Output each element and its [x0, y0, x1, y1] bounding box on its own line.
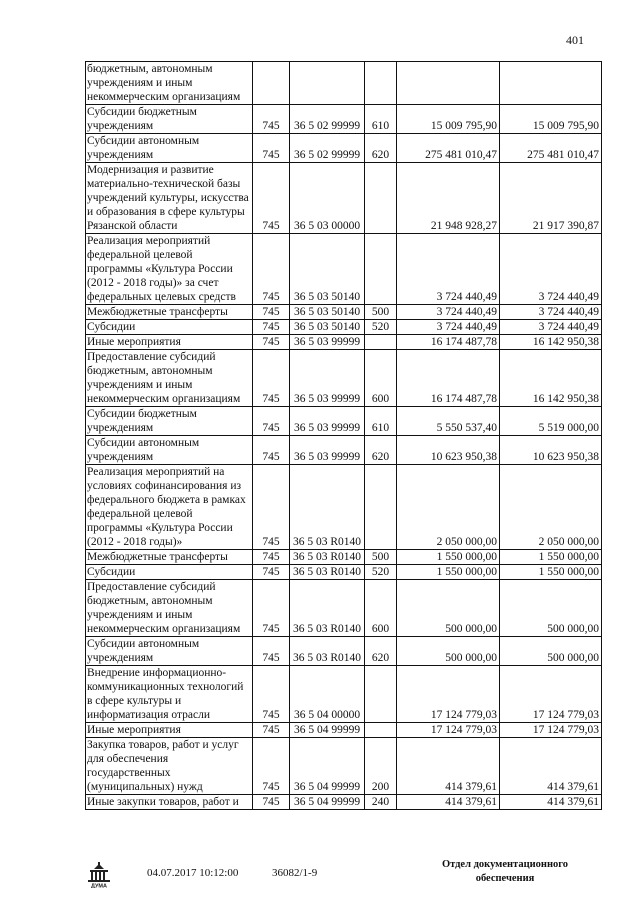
- cell-sum-2: 275 481 010,47: [500, 134, 602, 163]
- cell-target-article: 36 5 03 50140: [290, 234, 365, 305]
- cell-sum-2: 5 519 000,00: [500, 407, 602, 436]
- cell-sum-1: 414 379,61: [397, 738, 500, 795]
- cell-sum-1: 10 623 950,38: [397, 436, 500, 465]
- cell-target-article: 36 5 04 99999: [290, 738, 365, 795]
- cell-target-article: 36 5 03 R0140: [290, 580, 365, 637]
- cell-ministry: 745: [253, 407, 290, 436]
- cell-name: Модернизация и развитие материально-технической базы учреждений культуры, искусства и образования в сфере культуры Рязанской области: [86, 163, 253, 234]
- cell-ministry: 745: [253, 335, 290, 350]
- cell-name: Межбюджетные трансферты: [86, 550, 253, 565]
- cell-ministry: 745: [253, 565, 290, 580]
- cell-sum-1: 21 948 928,27: [397, 163, 500, 234]
- cell-expense-type: 520: [365, 320, 397, 335]
- cell-sum-2: 500 000,00: [500, 580, 602, 637]
- cell-expense-type: 610: [365, 105, 397, 134]
- cell-ministry: 745: [253, 320, 290, 335]
- cell-ministry: 745: [253, 134, 290, 163]
- cell-ministry: 745: [253, 723, 290, 738]
- cell-target-article: [290, 62, 365, 105]
- cell-target-article: 36 5 04 00000: [290, 666, 365, 723]
- table-row: [86, 234, 602, 305]
- cell-name: Субсидии автономным учреждениям: [86, 637, 253, 666]
- cell-expense-type: 200: [365, 738, 397, 795]
- cell-expense-type: 520: [365, 565, 397, 580]
- cell-expense-type: 610: [365, 407, 397, 436]
- cell-sum-2: 500 000,00: [500, 637, 602, 666]
- cell-target-article: 36 5 03 50140: [290, 320, 365, 335]
- cell-sum-2: 17 124 779,03: [500, 723, 602, 738]
- cell-name: Закупка товаров, работ и услуг для обеспечения государственных (муниципальных) нужд: [86, 738, 253, 795]
- table-row: [86, 795, 602, 810]
- cell-sum-1: 500 000,00: [397, 580, 500, 637]
- cell-sum-2: 1 550 000,00: [500, 565, 602, 580]
- cell-expense-type: 500: [365, 550, 397, 565]
- table-row: [86, 666, 602, 723]
- cell-target-article: 36 5 03 R0140: [290, 550, 365, 565]
- cell-target-article: 36 5 03 99999: [290, 335, 365, 350]
- cell-sum-1: 3 724 440,49: [397, 234, 500, 305]
- cell-sum-2: 414 379,61: [500, 795, 602, 810]
- table-row: [86, 335, 602, 350]
- table-row: [86, 350, 602, 407]
- cell-sum-1: 17 124 779,03: [397, 723, 500, 738]
- cell-ministry: 745: [253, 738, 290, 795]
- table-row: [86, 407, 602, 436]
- cell-expense-type: 620: [365, 436, 397, 465]
- cell-target-article: 36 5 03 00000: [290, 163, 365, 234]
- cell-ministry: 745: [253, 666, 290, 723]
- cell-name: Субсидии автономным учреждениям: [86, 436, 253, 465]
- cell-sum-1: 275 481 010,47: [397, 134, 500, 163]
- footer-doc-number: 36082/1-9: [272, 867, 318, 879]
- cell-sum-1: 17 124 779,03: [397, 666, 500, 723]
- table-row: [86, 163, 602, 234]
- table-row: [86, 723, 602, 738]
- cell-name: Иные закупки товаров, работ и: [86, 795, 253, 810]
- cell-expense-type: [365, 723, 397, 738]
- cell-sum-2: 414 379,61: [500, 738, 602, 795]
- cell-target-article: 36 5 03 50140: [290, 305, 365, 320]
- cell-ministry: 745: [253, 234, 290, 305]
- cell-target-article: 36 5 02 99999: [290, 105, 365, 134]
- cell-expense-type: [365, 62, 397, 105]
- cell-name: Субсидии бюджетным учреждениям: [86, 105, 253, 134]
- cell-ministry: 745: [253, 163, 290, 234]
- cell-name: Субсидии: [86, 320, 253, 335]
- cell-sum-1: 2 050 000,00: [397, 465, 500, 550]
- cell-sum-2: 15 009 795,90: [500, 105, 602, 134]
- cell-name: Предоставление субсидий бюджетным, автономным учреждениям и иным некоммерческим организациям: [86, 580, 253, 637]
- cell-name: бюджетным, автономным учреждениям и иным некоммерческим организациям: [86, 62, 253, 105]
- cell-expense-type: [365, 666, 397, 723]
- cell-sum-1: 15 009 795,90: [397, 105, 500, 134]
- table-row: [86, 465, 602, 550]
- cell-name: Субсидии автономным учреждениям: [86, 134, 253, 163]
- footer-department: Отдел документационного обеспечения: [441, 859, 569, 884]
- cell-sum-1: 414 379,61: [397, 795, 500, 810]
- cell-name: Реализация мероприятий на условиях софинансирования из федерального бюджета в рамках федеральной целевой программы «Культура России (2012 - 2018 годы)»: [86, 465, 253, 550]
- cell-name: Предоставление субсидий бюджетным, автономным учреждениям и иным некоммерческим организациям: [86, 350, 253, 407]
- cell-ministry: 745: [253, 637, 290, 666]
- cell-sum-2: 10 623 950,38: [500, 436, 602, 465]
- page-number: 401: [566, 33, 584, 47]
- cell-sum-2: 2 050 000,00: [500, 465, 602, 550]
- cell-sum-2: 16 142 950,38: [500, 335, 602, 350]
- cell-sum-1: 3 724 440,49: [397, 320, 500, 335]
- cell-name: Межбюджетные трансферты: [86, 305, 253, 320]
- table-row: [86, 550, 602, 565]
- cell-sum-2: 16 142 950,38: [500, 350, 602, 407]
- budget-table: [85, 61, 602, 810]
- page-footer: [0, 852, 640, 892]
- cell-target-article: 36 5 03 R0140: [290, 465, 365, 550]
- cell-sum-2: 1 550 000,00: [500, 550, 602, 565]
- cell-expense-type: [365, 335, 397, 350]
- cell-sum-1: 5 550 537,40: [397, 407, 500, 436]
- budget-table-body: [86, 62, 602, 810]
- cell-target-article: 36 5 03 R0140: [290, 565, 365, 580]
- cell-name: Иные мероприятия: [86, 335, 253, 350]
- cell-expense-type: [365, 163, 397, 234]
- table-row: [86, 637, 602, 666]
- table-row: [86, 738, 602, 795]
- cell-sum-2: [500, 62, 602, 105]
- cell-target-article: 36 5 03 99999: [290, 436, 365, 465]
- cell-sum-1: 1 550 000,00: [397, 565, 500, 580]
- cell-sum-1: 16 174 487,78: [397, 350, 500, 407]
- cell-name: Внедрение информационно-коммуникационных технологий в сфере культуры и информатизация отрасли: [86, 666, 253, 723]
- table-row: [86, 305, 602, 320]
- cell-ministry: 745: [253, 465, 290, 550]
- cell-target-article: 36 5 04 99999: [290, 723, 365, 738]
- cell-expense-type: 500: [365, 305, 397, 320]
- cell-name: Иные мероприятия: [86, 723, 253, 738]
- table-row: [86, 105, 602, 134]
- cell-expense-type: 620: [365, 134, 397, 163]
- cell-sum-2: 3 724 440,49: [500, 305, 602, 320]
- cell-ministry: 745: [253, 105, 290, 134]
- footer-datetime: 04.07.2017 10:12:00: [147, 867, 239, 879]
- cell-sum-1: 500 000,00: [397, 637, 500, 666]
- table-row: [86, 320, 602, 335]
- cell-sum-2: 3 724 440,49: [500, 320, 602, 335]
- cell-sum-2: 3 724 440,49: [500, 234, 602, 305]
- cell-ministry: 745: [253, 550, 290, 565]
- cell-sum-2: 17 124 779,03: [500, 666, 602, 723]
- cell-name: Реализация мероприятий федеральной целевой программы «Культура России (2012 - 2018 годы)» за счет федеральных целевых средств: [86, 234, 253, 305]
- duma-building-icon: [85, 862, 113, 888]
- cell-name: Субсидии: [86, 565, 253, 580]
- cell-target-article: 36 5 03 99999: [290, 350, 365, 407]
- cell-expense-type: 240: [365, 795, 397, 810]
- logo-text: ДУМА: [91, 883, 107, 888]
- cell-sum-2: 21 917 390,87: [500, 163, 602, 234]
- cell-ministry: 745: [253, 350, 290, 407]
- cell-target-article: 36 5 02 99999: [290, 134, 365, 163]
- table-row: [86, 62, 602, 105]
- cell-expense-type: [365, 234, 397, 305]
- table-row: [86, 580, 602, 637]
- cell-expense-type: 600: [365, 580, 397, 637]
- cell-expense-type: 620: [365, 637, 397, 666]
- cell-sum-1: 1 550 000,00: [397, 550, 500, 565]
- cell-ministry: 745: [253, 795, 290, 810]
- cell-ministry: 745: [253, 436, 290, 465]
- cell-ministry: 745: [253, 580, 290, 637]
- cell-target-article: 36 5 03 R0140: [290, 637, 365, 666]
- table-row: [86, 436, 602, 465]
- cell-ministry: [253, 62, 290, 105]
- cell-sum-1: [397, 62, 500, 105]
- cell-name: Субсидии бюджетным учреждениям: [86, 407, 253, 436]
- cell-expense-type: 600: [365, 350, 397, 407]
- cell-ministry: 745: [253, 305, 290, 320]
- cell-expense-type: [365, 465, 397, 550]
- cell-target-article: 36 5 03 99999: [290, 407, 365, 436]
- table-row: [86, 565, 602, 580]
- cell-target-article: 36 5 04 99999: [290, 795, 365, 810]
- cell-sum-1: 16 174 487,78: [397, 335, 500, 350]
- cell-sum-1: 3 724 440,49: [397, 305, 500, 320]
- table-row: [86, 134, 602, 163]
